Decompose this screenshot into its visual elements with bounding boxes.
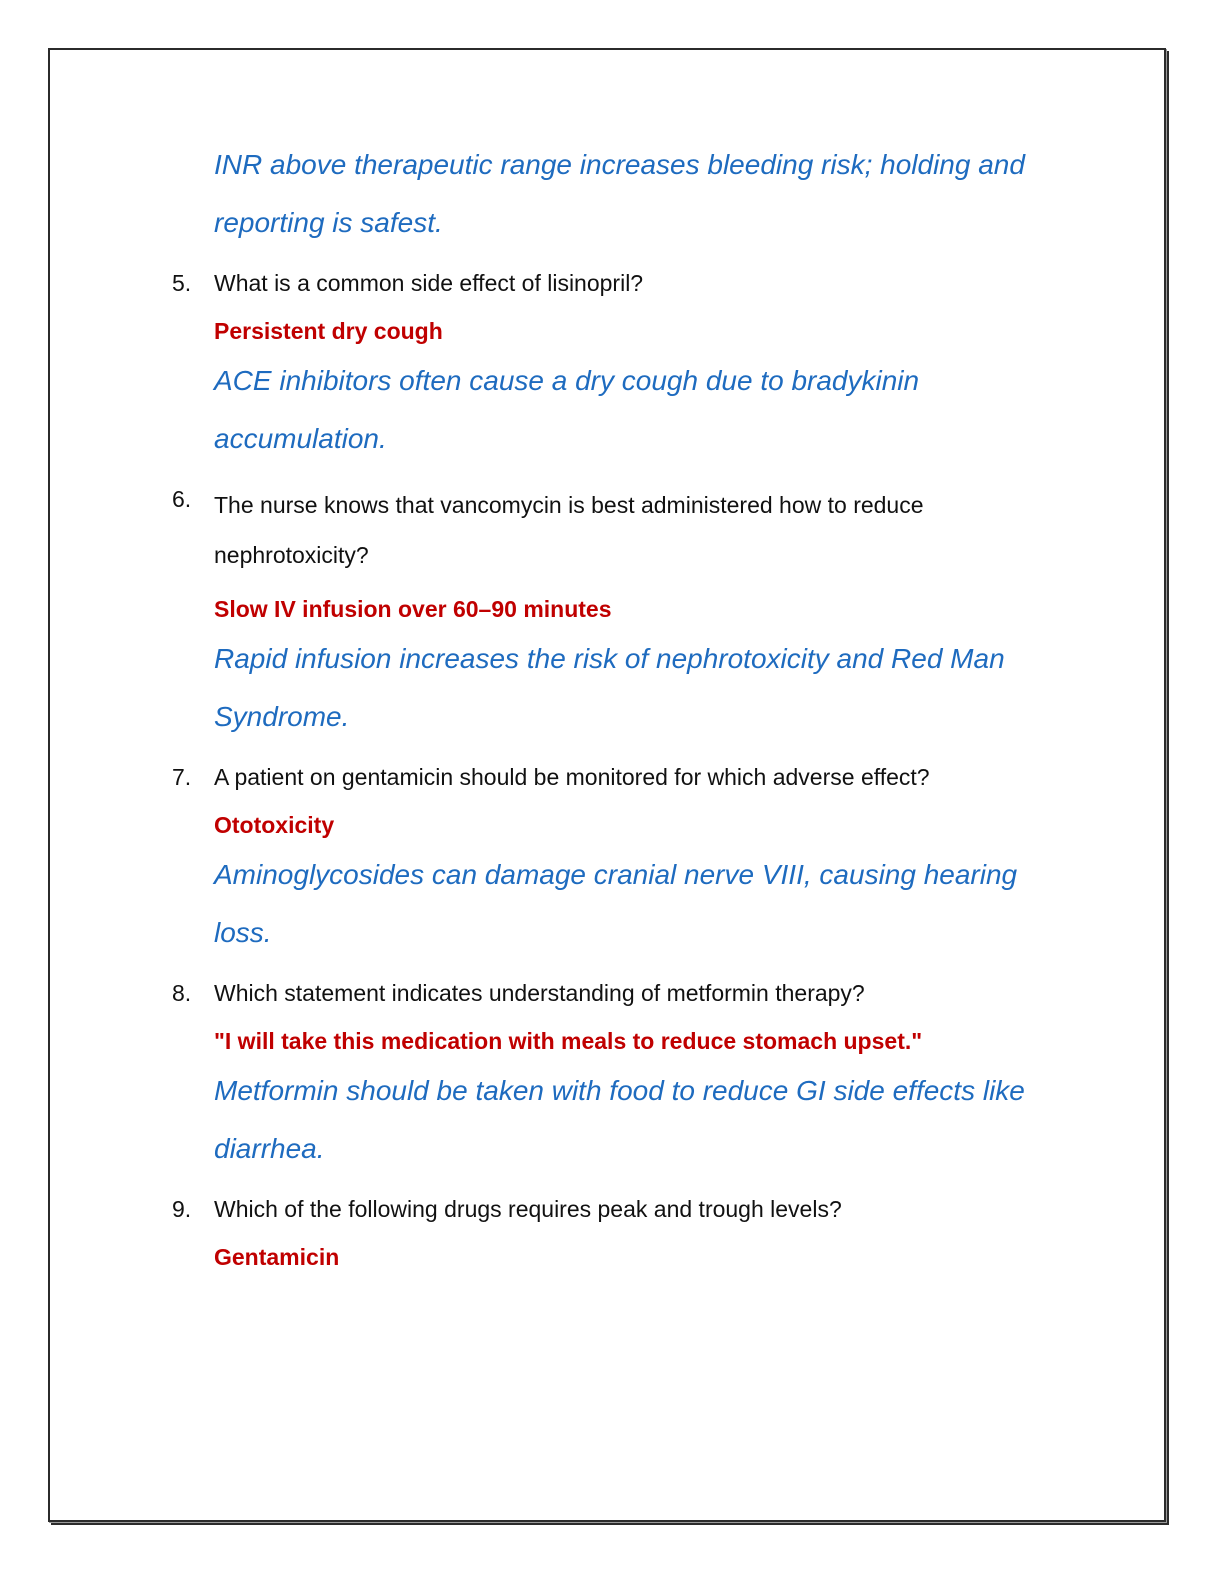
question-text: Which of the following drugs requires peak and trough levels?	[214, 1196, 842, 1222]
answer-text: "I will take this medication with meals to reduce stomach upset."	[214, 1028, 923, 1054]
question-block	[172, 480, 1072, 746]
question-number: 7.	[172, 764, 192, 790]
question-number: 8.	[172, 980, 192, 1006]
question-text: The nurse knows that vancomycin is best administered how to reduce nephrotoxicity?	[214, 492, 924, 568]
rationale-text: Metformin should be taken with food to reduce GI side effects like diarrhea.	[214, 1075, 1025, 1164]
rationale-text: ACE inhibitors often cause a dry cough due to bradykinin accumulation.	[214, 365, 920, 454]
document-content	[172, 136, 1072, 1276]
question-number: 9.	[172, 1196, 192, 1222]
question-block	[172, 758, 1072, 962]
rationale-text: INR above therapeutic range increases bleeding risk; holding and reporting is safest.	[214, 149, 1025, 238]
question-number: 6.	[172, 486, 192, 512]
question-block	[172, 1190, 1072, 1276]
rationale-text: Aminoglycosides can damage cranial nerve VIII, causing hearing loss.	[214, 859, 1018, 948]
answer-text: Ototoxicity	[214, 812, 335, 838]
question-text: Which statement indicates understanding of metformin therapy?	[214, 980, 865, 1006]
question-block	[172, 264, 1072, 468]
answer-text: Persistent dry cough	[214, 318, 443, 344]
rationale-text: Rapid infusion increases the risk of nephrotoxicity and Red Man Syndrome.	[214, 643, 1005, 732]
question-block	[172, 974, 1072, 1178]
question-number: 5.	[172, 270, 192, 296]
answer-text: Slow IV infusion over 60–90 minutes	[214, 596, 612, 622]
question-text: What is a common side effect of lisinopril?	[214, 270, 644, 296]
question-text: A patient on gentamicin should be monitored for which adverse effect?	[214, 764, 930, 790]
answer-text: Gentamicin	[214, 1244, 340, 1270]
